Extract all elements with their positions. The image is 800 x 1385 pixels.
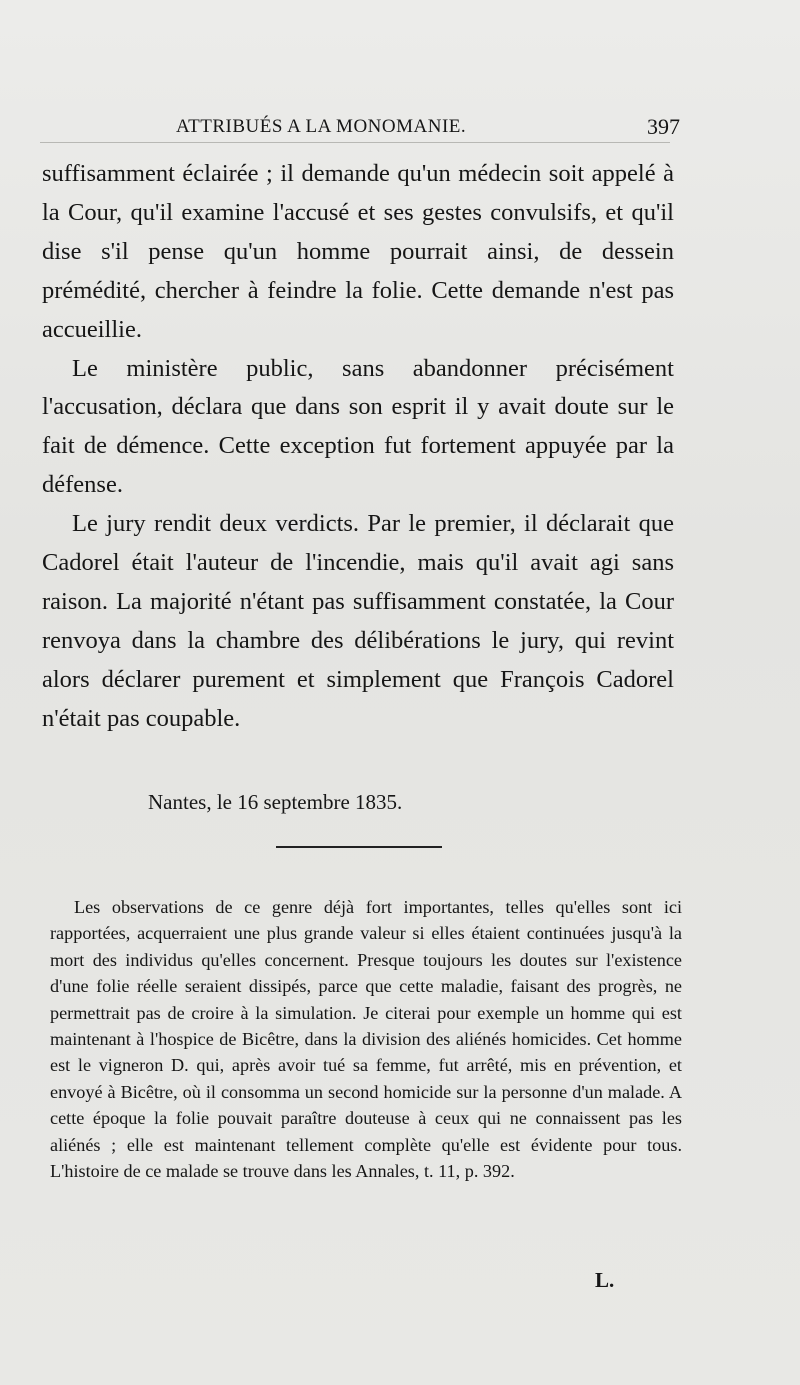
paragraph: Le jury rendit deux verdicts. Par le premier, il déclarait que Cadorel était l'auteur de l'incendie, mais qu'il avait agi sans raison. La majorité n'étant pas suffisamment constatée, la Cour renvoya dans la chambre des délibérations le jury, qui revint alors déclarer purement et simplement que François Cadorel n'était pas coupable. (42, 510, 674, 732)
page-header (40, 112, 680, 143)
body-text (42, 155, 674, 739)
page-number: 397 (647, 114, 680, 139)
footnote-text: Les observations de ce genre déjà fort importantes, telles qu'elles sont ici rapportées, acquerraient une plus grande valeur si elles étaient continuées jusqu'à la mort des individus qu'elles concernent. Presque toujours les doutes sur l'existence d'une folie réelle seraient dissipés, parce que cette maladie, faisant des progrès, ne permettrait pas de croire à la simulation. Je citerai pour exemple un homme qui est maintenant à l'hospice de Bicêtre, dans la division des aliénés homicides. Cet homme est le vigneron D. qui, après avoir tué sa femme, fut arrêté, mis en prévention, et envoyé à Bicêtre, où il consomma un second homicide sur la personne d'un malade. A cette époque la folie pouvait paraître douteuse à ceux qui ne connaissent pas les aliénés ; elle est maintenant tellement complète qu'elle est évidente pour tous. L'histoire de ce malade se trouve dans les Annales, t. 11, p. 392. (50, 897, 682, 1182)
footnote (50, 894, 682, 1184)
footnote-divider (276, 846, 442, 848)
footnote-signature: L. (595, 1268, 615, 1292)
running-title: ATTRIBUÉS A LA MONOMANIE. (176, 116, 467, 137)
paragraph: Le ministère public, sans abandonner précisément l'accusation, déclara que dans son esprit il y avait doute sur le fait de démence. Cette exception fut fortement appuyée par la défense. (42, 354, 674, 499)
dateline: Nantes, le 16 septembre 1835. (148, 790, 403, 814)
paragraph: suffisamment éclairée ; il demande qu'un médecin soit appelé à la Cour, qu'il examine l'accusé et ses gestes convulsifs, et qu'il dise s'il pense qu'un homme pourrait ainsi, de dessein prémédité, chercher à feindre la folie. Cette demande n'est pas accueillie. (42, 160, 674, 343)
